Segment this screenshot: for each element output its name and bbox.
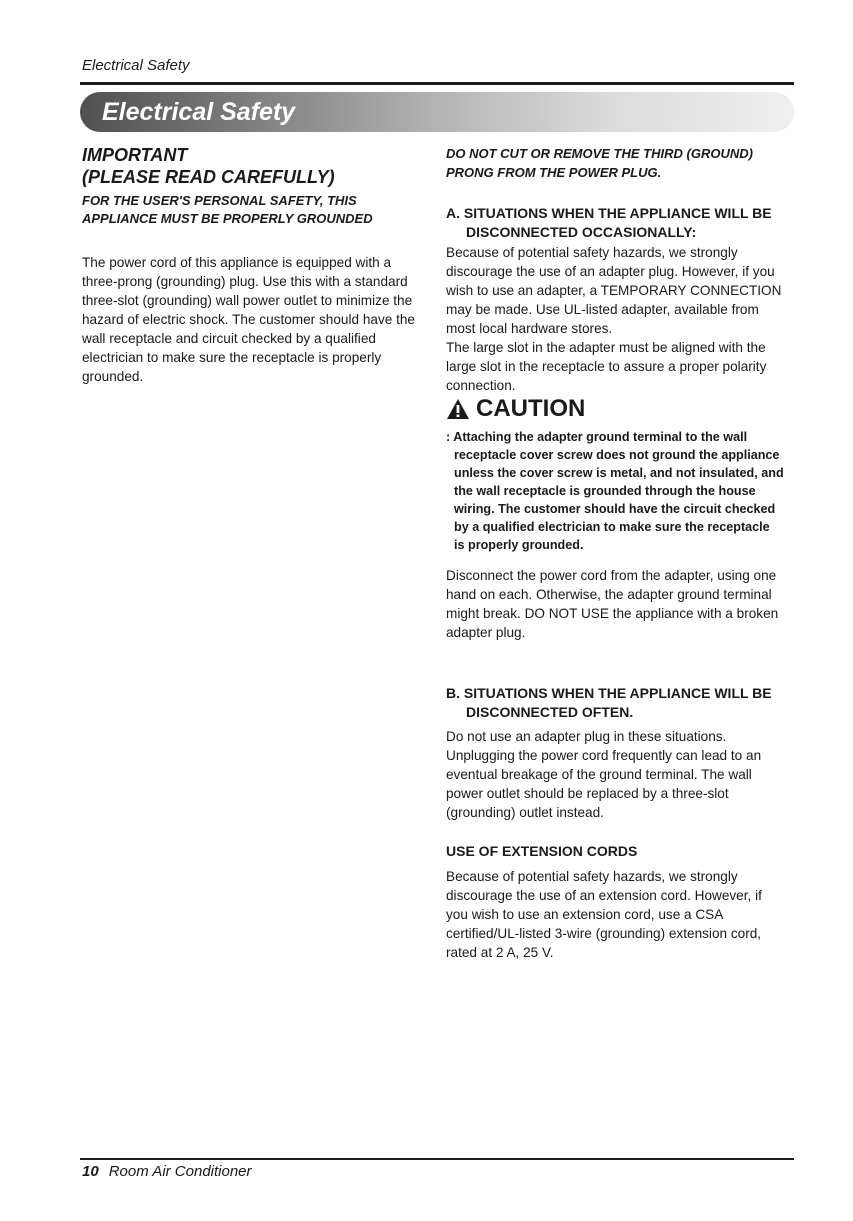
important-heading-line: (PLEASE READ CAREFULLY) [82,167,335,187]
page-footer [82,1162,252,1182]
paragraph-line: (grounding) outlet instead. [446,805,604,820]
paragraph-line: electrician to make sure the receptacle is properly [82,350,382,365]
paragraph-line: adapter plug. [446,625,526,640]
section-b-heading-line: DISCONNECTED OFTEN. [466,704,634,720]
prong-warning-line: DO NOT CUT OR REMOVE THE THIRD (GROUND) [446,146,753,161]
section-a-heading-line: DISCONNECTED OCCASIONALLY: [466,224,697,240]
prong-warning [446,144,806,182]
section-b-heading [446,684,772,722]
caution-heading [446,394,585,424]
paragraph-line: grounded. [82,369,144,384]
paragraph-line: wish to use an adapter, a TEMPORARY CONNECTION [446,283,782,298]
paragraph-line: may be made. Use UL-listed adapter, available from [446,302,759,317]
important-heading [82,144,335,188]
paragraph-line: hand on each. Otherwise, the adapter ground terminal [446,587,772,602]
section-a-heading-line: A. SITUATIONS WHEN THE APPLIANCE WILL BE [446,205,772,221]
paragraph-line: hazard of electric shock. The customer should have the [82,312,415,327]
paragraph-line: certified/UL-listed 3-wire (grounding) extension cord, [446,926,762,941]
grounded-note-line: APPLIANCE MUST BE PROPERLY GROUNDED [82,211,373,226]
running-head: Electrical Safety [82,57,190,74]
paragraph-line: eventual breakage of the ground terminal. The wall [446,767,752,782]
paragraph-line: The power cord of this appliance is equipped with a [82,255,392,270]
bottom-rule [80,1158,794,1160]
paragraph-line: connection. [446,378,516,393]
paragraph-line: wall receptacle and circuit checked by a qualified [82,331,376,346]
paragraph-line: Because of potential safety hazards, we strongly [446,245,738,260]
paragraph-line: Unplugging the power cord frequently can lead to an [446,748,762,763]
grounding-paragraph [82,253,427,386]
paragraph-line: discourage the use of an adapter plug. However, if you [446,264,775,279]
paragraph-line: rated at 2 A, 25 V. [446,945,554,960]
caution-line: the wall receptacle is grounded through the house [454,484,756,498]
extension-heading: USE OF EXTENSION CORDS [446,843,638,859]
grounded-note [82,192,373,228]
caution-line: is properly grounded. [454,538,584,552]
important-heading-line: IMPORTANT [82,145,188,165]
paragraph-line: most local hardware stores. [446,321,613,336]
warning-triangle-icon [446,398,470,420]
grounded-note-line: FOR THE USER'S PERSONAL SAFETY, THIS [82,193,357,208]
section-a-heading [446,204,772,242]
caution-line: receptacle cover screw does not ground the appliance [454,448,780,462]
paragraph-line: Because of potential safety hazards, we strongly [446,869,738,884]
section-a-paragraph [446,243,796,395]
paragraph-line: Do not use an adapter plug in these situations. [446,729,727,744]
paragraph-line: discourage the use of an extension cord. However, if [446,888,762,903]
paragraph-line: Disconnect the power cord from the adapter, using one [446,568,777,583]
top-rule [80,82,794,85]
caution-text [446,428,796,554]
disconnect-paragraph [446,566,796,642]
paragraph-line: might break. DO NOT USE the appliance with a broken [446,606,779,621]
caution-title: CAUTION [476,395,586,422]
caution-line: by a qualified electrician to make sure the receptacle [454,520,770,534]
section-b-paragraph [446,727,796,822]
section-b-heading-line: B. SITUATIONS WHEN THE APPLIANCE WILL BE [446,685,772,701]
page-title: Electrical Safety [102,98,296,126]
paragraph-line: The large slot in the adapter must be aligned with the [446,340,766,355]
caution-line: unless the cover screw is metal, and not insulated, and [454,466,784,480]
title-banner [80,92,794,132]
paragraph-line: three-prong (grounding) plug. Use this with a standard [82,274,408,289]
paragraph-line: large slot in the receptacle to assure a proper polarity [446,359,767,374]
paragraph-line: power outlet should be replaced by a three-slot [446,786,729,801]
paragraph-line: three-slot (grounding) wall power outlet to minimize the [82,293,413,308]
paragraph-line: you wish to use an extension cord, use a CSA [446,907,724,922]
caution-line: : Attaching the adapter ground terminal to the wall [446,430,748,444]
caution-line: wiring. The customer should have the circuit checked [454,502,776,516]
page-number: 10 [82,1163,99,1180]
footer-label: Room Air Conditioner [108,1163,252,1180]
extension-paragraph [446,867,796,962]
prong-warning-line: PRONG FROM THE POWER PLUG. [446,165,662,180]
